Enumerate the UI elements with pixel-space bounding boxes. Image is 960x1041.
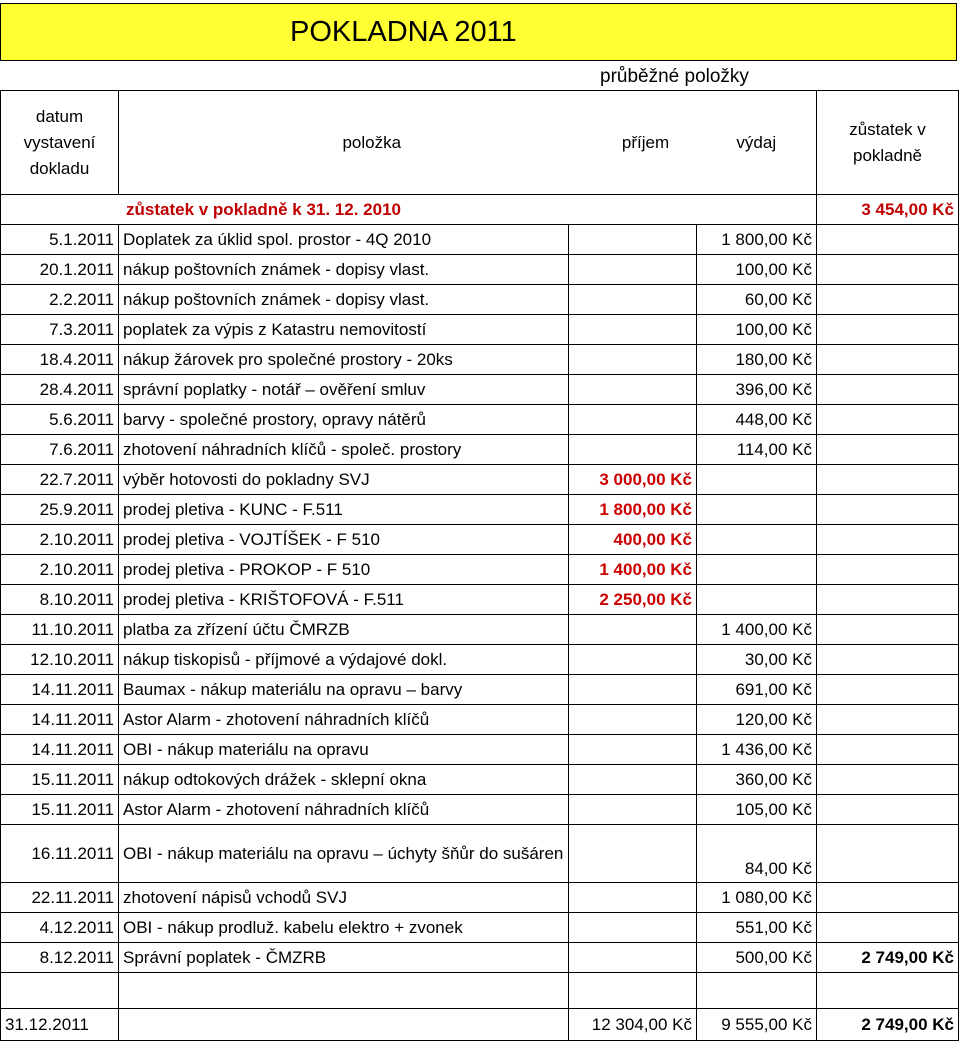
running-items-subheader: průběžné položky — [600, 66, 749, 87]
table-row — [1, 495, 959, 525]
row-item: poplatek za výpis z Katastru nemovitostí — [119, 315, 569, 345]
row-item: nákup odtokových drážek - sklepní okna — [119, 765, 569, 795]
row-date: 16.11.2011 — [1, 825, 119, 883]
row-expense: 114,00 Kč — [697, 435, 817, 465]
table-row — [1, 705, 959, 735]
row-expense: 448,00 Kč — [697, 405, 817, 435]
row-balance — [817, 913, 959, 943]
total-income: 12 304,00 Kč — [569, 1009, 697, 1041]
row-date: 5.6.2011 — [1, 405, 119, 435]
row-income: 1 800,00 Kč — [569, 495, 697, 525]
row-balance — [817, 225, 959, 255]
row-expense: 60,00 Kč — [697, 285, 817, 315]
row-income — [569, 943, 697, 973]
row-expense: 360,00 Kč — [697, 765, 817, 795]
row-date: 2.10.2011 — [1, 555, 119, 585]
row-item: prodej pletiva - PROKOP - F 510 — [119, 555, 569, 585]
row-item: prodej pletiva - VOJTÍŠEK - F 510 — [119, 525, 569, 555]
row-income — [569, 405, 697, 435]
blank-cell — [817, 973, 959, 1009]
row-balance — [817, 585, 959, 615]
row-expense: 84,00 Kč — [697, 825, 817, 883]
row-income — [569, 675, 697, 705]
row-balance: 2 749,00 Kč — [817, 943, 959, 973]
row-balance — [817, 495, 959, 525]
row-date: 18.4.2011 — [1, 345, 119, 375]
row-income — [569, 375, 697, 405]
row-balance — [817, 645, 959, 675]
row-income — [569, 225, 697, 255]
row-expense: 100,00 Kč — [697, 255, 817, 285]
total-row — [1, 1009, 959, 1041]
table-row — [1, 555, 959, 585]
page-title: POKLADNA 2011 — [290, 16, 517, 48]
table-row — [1, 795, 959, 825]
row-item: výběr hotovosti do pokladny SVJ — [119, 465, 569, 495]
table-row — [1, 645, 959, 675]
row-income — [569, 345, 697, 375]
header-expense: výdaj — [697, 91, 817, 195]
row-expense: 120,00 Kč — [697, 705, 817, 735]
row-balance — [817, 765, 959, 795]
row-income — [569, 435, 697, 465]
row-item: zhotovení nápisů vchodů SVJ — [119, 883, 569, 913]
header-date: datum vystavení dokladu — [1, 91, 119, 195]
row-balance — [817, 285, 959, 315]
row-expense — [697, 585, 817, 615]
row-item: Doplatek za úklid spol. prostor - 4Q 2010 — [119, 225, 569, 255]
blank-row — [1, 973, 959, 1009]
table-row — [1, 615, 959, 645]
row-date: 7.6.2011 — [1, 435, 119, 465]
row-income — [569, 735, 697, 765]
row-date: 14.11.2011 — [1, 675, 119, 705]
row-balance — [817, 345, 959, 375]
table-row — [1, 525, 959, 555]
row-date: 2.10.2011 — [1, 525, 119, 555]
table-row — [1, 943, 959, 973]
row-date: 4.12.2011 — [1, 913, 119, 943]
row-balance — [817, 795, 959, 825]
row-date: 22.11.2011 — [1, 883, 119, 913]
opening-balance-row — [1, 195, 959, 225]
table-row — [1, 913, 959, 943]
table-row — [1, 825, 959, 883]
row-balance — [817, 465, 959, 495]
row-expense: 180,00 Kč — [697, 345, 817, 375]
table-row — [1, 405, 959, 435]
row-expense — [697, 495, 817, 525]
cash-book-table — [0, 90, 959, 1041]
row-balance — [817, 315, 959, 345]
opening-balance-label: zůstatek v pokladně k 31. 12. 2010 — [1, 195, 817, 225]
row-balance — [817, 255, 959, 285]
blank-cell — [569, 973, 697, 1009]
row-income — [569, 315, 697, 345]
row-item: Baumax - nákup materiálu na opravu – barvy — [119, 675, 569, 705]
row-balance — [817, 525, 959, 555]
row-expense: 1 800,00 Kč — [697, 225, 817, 255]
total-date: 31.12.2011 — [1, 1009, 119, 1041]
table-row — [1, 375, 959, 405]
row-item: prodej pletiva - KRIŠTOFOVÁ - F.511 — [119, 585, 569, 615]
row-date: 7.3.2011 — [1, 315, 119, 345]
row-expense: 1 080,00 Kč — [697, 883, 817, 913]
row-date: 8.10.2011 — [1, 585, 119, 615]
row-item: nákup poštovních známek - dopisy vlast. — [119, 255, 569, 285]
row-income — [569, 825, 697, 883]
row-balance — [817, 615, 959, 645]
row-item: OBI - nákup prodluž. kabelu elektro + zvonek — [119, 913, 569, 943]
row-expense: 691,00 Kč — [697, 675, 817, 705]
row-expense: 100,00 Kč — [697, 315, 817, 345]
row-item: nákup poštovních známek - dopisy vlast. — [119, 285, 569, 315]
row-income: 3 000,00 Kč — [569, 465, 697, 495]
row-balance — [817, 675, 959, 705]
row-date: 2.2.2011 — [1, 285, 119, 315]
row-item: barvy - společné prostory, opravy nátěrů — [119, 405, 569, 435]
row-item: nákup žárovek pro společné prostory - 20ks — [119, 345, 569, 375]
row-expense — [697, 555, 817, 585]
opening-balance-value: 3 454,00 Kč — [817, 195, 959, 225]
table-row — [1, 675, 959, 705]
row-date: 25.9.2011 — [1, 495, 119, 525]
row-expense: 105,00 Kč — [697, 795, 817, 825]
row-income: 400,00 Kč — [569, 525, 697, 555]
row-date: 14.11.2011 — [1, 705, 119, 735]
row-expense: 500,00 Kč — [697, 943, 817, 973]
row-expense: 1 436,00 Kč — [697, 735, 817, 765]
row-item: Astor Alarm - zhotovení náhradních klíčů — [119, 795, 569, 825]
blank-cell — [1, 973, 119, 1009]
row-item: nákup tiskopisů - příjmové a výdajové dokl. — [119, 645, 569, 675]
row-balance — [817, 405, 959, 435]
row-income — [569, 883, 697, 913]
row-date: 5.1.2011 — [1, 225, 119, 255]
row-item: Správní poplatek - ČMZRB — [119, 943, 569, 973]
row-expense: 551,00 Kč — [697, 913, 817, 943]
row-date: 15.11.2011 — [1, 765, 119, 795]
row-expense: 1 400,00 Kč — [697, 615, 817, 645]
table-row — [1, 735, 959, 765]
table-row — [1, 225, 959, 255]
table-row — [1, 435, 959, 465]
row-date: 8.12.2011 — [1, 943, 119, 973]
row-balance — [817, 883, 959, 913]
table-row — [1, 465, 959, 495]
row-income: 1 400,00 Kč — [569, 555, 697, 585]
row-expense — [697, 465, 817, 495]
table-row — [1, 765, 959, 795]
row-income — [569, 765, 697, 795]
row-income — [569, 913, 697, 943]
header-income: příjem — [569, 91, 697, 195]
table-row — [1, 585, 959, 615]
row-income — [569, 615, 697, 645]
table-row — [1, 255, 959, 285]
row-balance — [817, 825, 959, 883]
total-balance: 2 749,00 Kč — [817, 1009, 959, 1041]
row-balance — [817, 735, 959, 765]
row-expense — [697, 525, 817, 555]
table-row — [1, 315, 959, 345]
row-date: 11.10.2011 — [1, 615, 119, 645]
row-item: OBI - nákup materiálu na opravu – úchyty šňůr do sušáren — [119, 825, 569, 883]
row-income: 2 250,00 Kč — [569, 585, 697, 615]
row-date: 28.4.2011 — [1, 375, 119, 405]
row-item: prodej pletiva - KUNC - F.511 — [119, 495, 569, 525]
row-date: 22.7.2011 — [1, 465, 119, 495]
total-expense: 9 555,00 Kč — [697, 1009, 817, 1041]
row-balance — [817, 555, 959, 585]
blank-cell — [119, 973, 569, 1009]
row-date: 14.11.2011 — [1, 735, 119, 765]
row-income — [569, 255, 697, 285]
table-row — [1, 883, 959, 913]
row-expense: 396,00 Kč — [697, 375, 817, 405]
row-item: platba za zřízení účtu ČMRZB — [119, 615, 569, 645]
title-bar — [0, 3, 957, 61]
blank-cell — [697, 973, 817, 1009]
table-row — [1, 345, 959, 375]
row-income — [569, 285, 697, 315]
row-expense: 30,00 Kč — [697, 645, 817, 675]
row-income — [569, 795, 697, 825]
row-item: správní poplatky - notář – ověření smluv — [119, 375, 569, 405]
header-item: položka — [119, 91, 569, 195]
header-row — [1, 91, 959, 195]
row-balance — [817, 705, 959, 735]
row-income — [569, 645, 697, 675]
row-item: Astor Alarm - zhotovení náhradních klíčů — [119, 705, 569, 735]
row-date: 20.1.2011 — [1, 255, 119, 285]
total-item — [119, 1009, 569, 1041]
row-date: 12.10.2011 — [1, 645, 119, 675]
row-date: 15.11.2011 — [1, 795, 119, 825]
row-balance — [817, 375, 959, 405]
table-row — [1, 285, 959, 315]
header-balance: zůstatek v pokladně — [817, 91, 959, 195]
row-item: OBI - nákup materiálu na opravu — [119, 735, 569, 765]
row-income — [569, 705, 697, 735]
row-item: zhotovení náhradních klíčů - společ. prostory — [119, 435, 569, 465]
row-balance — [817, 435, 959, 465]
